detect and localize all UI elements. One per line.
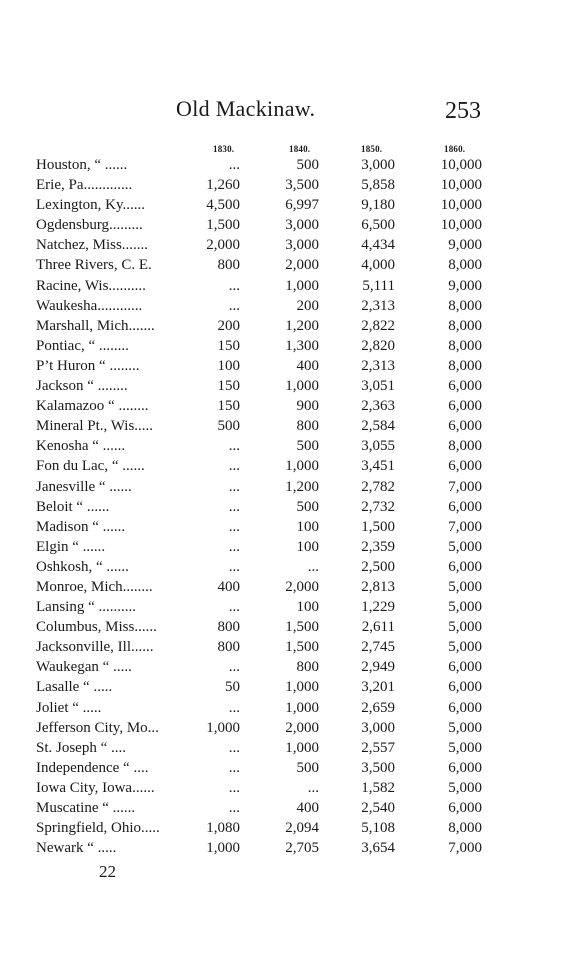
population-1830: 150 xyxy=(217,378,240,395)
population-1850: 2,813 xyxy=(361,578,395,595)
place-name: Waukesha............ xyxy=(36,297,143,314)
population-1830: ... xyxy=(228,599,240,616)
population-1860: 8,000 xyxy=(448,357,482,374)
population-1830: ... xyxy=(228,458,240,475)
population-1860: 8,000 xyxy=(448,438,482,455)
population-1860: 6,000 xyxy=(448,378,482,395)
place-name: Muscatine “ ...... xyxy=(36,800,136,816)
population-1830: ... xyxy=(228,157,240,173)
population-1830: 150 xyxy=(217,398,240,415)
population-1840: 500 xyxy=(296,498,319,515)
table-row xyxy=(0,597,586,617)
population-1850: 1,229 xyxy=(361,599,395,616)
population-1850: 3,201 xyxy=(361,679,395,696)
population-1850: 4,000 xyxy=(361,257,395,274)
population-1860: 6,000 xyxy=(448,418,482,435)
population-1860: 6,000 xyxy=(448,398,482,415)
population-1840: 800 xyxy=(296,418,319,435)
table-row xyxy=(0,537,586,557)
population-1840: 1,500 xyxy=(285,619,319,636)
population-1830: ... xyxy=(228,779,240,796)
population-1860: 8,000 xyxy=(448,337,482,354)
population-1860: 6,000 xyxy=(448,659,482,676)
table-row xyxy=(0,657,586,677)
place-name: Jacksonville, Ill...... xyxy=(36,639,154,656)
population-1830: ... xyxy=(228,659,240,676)
table-row xyxy=(0,738,586,758)
population-1850: 2,611 xyxy=(361,619,395,636)
table-row xyxy=(0,235,586,255)
population-1860: 10,000 xyxy=(440,157,482,173)
population-1850: 3,000 xyxy=(361,157,395,173)
population-1830: ... xyxy=(228,800,240,816)
population-1830: ... xyxy=(228,518,240,535)
place-name: Racine, Wis.......... xyxy=(36,277,146,294)
place-name: Lasalle “ ..... xyxy=(36,679,113,696)
population-1840: 1,300 xyxy=(285,337,319,354)
table-row xyxy=(0,396,586,416)
page-title: Old Mackinaw. xyxy=(176,96,316,121)
population-1860: 6,000 xyxy=(448,498,482,515)
population-1850: 5,111 xyxy=(362,277,395,294)
population-1830: 1,000 xyxy=(206,840,240,857)
population-1860: 6,000 xyxy=(448,558,482,575)
population-1860: 5,000 xyxy=(448,619,482,636)
population-1840: 500 xyxy=(296,157,319,173)
column-header-1840: 1840. xyxy=(289,144,311,154)
table-row xyxy=(0,316,586,336)
population-1840: 500 xyxy=(296,759,319,776)
table-row xyxy=(0,456,586,476)
population-1840: 6,997 xyxy=(285,197,319,214)
population-1850: 1,500 xyxy=(361,518,395,535)
place-name: Iowa City, Iowa...... xyxy=(36,779,155,796)
population-1830: 1,260 xyxy=(206,177,240,194)
population-1850: 2,363 xyxy=(361,398,395,415)
table-row xyxy=(0,778,586,798)
place-name: Madison “ ...... xyxy=(36,518,126,535)
population-table xyxy=(0,155,586,858)
population-1840: 1,000 xyxy=(285,458,319,475)
population-1850: 5,108 xyxy=(361,820,395,837)
population-1830: ... xyxy=(228,759,240,776)
table-row xyxy=(0,276,586,296)
population-1860: 9,000 xyxy=(448,237,482,254)
population-1850: 2,557 xyxy=(361,739,395,756)
place-name: Independence “ .... xyxy=(36,759,149,776)
population-1840: 3,500 xyxy=(285,177,319,194)
population-1830: 800 xyxy=(217,639,240,656)
table-row xyxy=(0,637,586,657)
population-1860: 8,000 xyxy=(448,317,482,334)
table-row xyxy=(0,838,586,858)
population-1830: ... xyxy=(228,558,240,575)
population-1850: 2,540 xyxy=(361,800,395,816)
population-1850: 3,654 xyxy=(361,840,395,857)
population-1860: 5,000 xyxy=(448,739,482,756)
population-1840: 2,705 xyxy=(285,840,319,857)
population-1840: 1,500 xyxy=(285,639,319,656)
page-number: 253 xyxy=(445,98,481,124)
population-1830: 1,000 xyxy=(206,719,240,736)
population-1850: 3,000 xyxy=(361,719,395,736)
table-row xyxy=(0,376,586,396)
population-1860: 6,000 xyxy=(448,458,482,475)
population-1850: 3,451 xyxy=(361,458,395,475)
table-row xyxy=(0,416,586,436)
population-1860: 10,000 xyxy=(440,177,482,194)
place-name: Natchez, Miss....... xyxy=(36,237,149,254)
population-1830: ... xyxy=(228,277,240,294)
table-row xyxy=(0,677,586,697)
population-1830: 50 xyxy=(225,679,240,696)
table-row xyxy=(0,215,586,235)
population-1830: ... xyxy=(228,478,240,495)
population-1860: 6,000 xyxy=(448,759,482,776)
population-1840: 1,200 xyxy=(285,478,319,495)
population-1860: 8,000 xyxy=(448,297,482,314)
table-row xyxy=(0,175,586,195)
population-1850: 3,055 xyxy=(361,438,395,455)
population-1830: 200 xyxy=(217,317,240,334)
place-name: Waukegan “ ..... xyxy=(36,659,132,676)
population-1830: ... xyxy=(228,699,240,716)
table-row xyxy=(0,296,586,316)
population-1840: 500 xyxy=(296,438,319,455)
population-1860: 5,000 xyxy=(448,719,482,736)
population-1850: 2,782 xyxy=(361,478,395,495)
place-name: Three Rivers, C. E. xyxy=(36,257,152,274)
place-name: Newark “ ..... xyxy=(36,840,117,857)
population-1830: 800 xyxy=(217,619,240,636)
population-1840: 2,094 xyxy=(285,820,319,837)
population-1850: 5,858 xyxy=(361,177,395,194)
place-name: Mineral Pt., Wis..... xyxy=(36,418,154,435)
population-1850: 2,313 xyxy=(361,357,395,374)
population-1840: 800 xyxy=(296,659,319,676)
table-row xyxy=(0,718,586,738)
table-row xyxy=(0,497,586,517)
signature-mark: 22 xyxy=(99,862,116,881)
place-name: P’t Huron “ ........ xyxy=(36,357,140,374)
population-1830: 1,500 xyxy=(206,217,240,234)
population-1860: 6,000 xyxy=(448,679,482,696)
column-header-1850: 1850. xyxy=(361,144,383,154)
population-1830: 4,500 xyxy=(206,197,240,214)
place-name: Kalamazoo “ ........ xyxy=(36,398,149,415)
population-1850: 2,359 xyxy=(361,538,395,555)
place-name: Elgin “ ...... xyxy=(36,538,106,555)
population-1860: 7,000 xyxy=(448,478,482,495)
population-1850: 2,745 xyxy=(361,639,395,656)
table-row xyxy=(0,698,586,718)
population-1830: ... xyxy=(228,438,240,455)
population-1840: 1,200 xyxy=(285,317,319,334)
table-row xyxy=(0,818,586,838)
population-1830: ... xyxy=(228,739,240,756)
place-name: Columbus, Miss...... xyxy=(36,619,157,636)
population-1830: 150 xyxy=(217,337,240,354)
place-name: Pontiac, “ ........ xyxy=(36,337,129,354)
place-name: Marshall, Mich....... xyxy=(36,317,155,334)
population-1860: 5,000 xyxy=(448,538,482,555)
population-1840: 2,000 xyxy=(285,257,319,274)
population-1860: 6,000 xyxy=(448,699,482,716)
place-name: Lexington, Ky...... xyxy=(36,197,146,214)
place-name: St. Joseph “ .... xyxy=(36,739,126,756)
table-row xyxy=(0,617,586,637)
table-row xyxy=(0,356,586,376)
population-1850: 4,434 xyxy=(361,237,395,254)
population-1840: 1,000 xyxy=(285,699,319,716)
population-1830: 800 xyxy=(217,257,240,274)
table-row xyxy=(0,195,586,215)
population-1860: 8,000 xyxy=(448,820,482,837)
population-1840: 400 xyxy=(296,357,319,374)
population-1860: 10,000 xyxy=(440,217,482,234)
population-1830: 2,000 xyxy=(206,237,240,254)
population-1840: 100 xyxy=(296,518,319,535)
population-1840: 1,000 xyxy=(285,739,319,756)
table-row xyxy=(0,557,586,577)
population-1860: 5,000 xyxy=(448,578,482,595)
population-1850: 2,820 xyxy=(361,337,395,354)
place-name: Houston, “ ...... xyxy=(36,157,128,173)
population-1850: 2,584 xyxy=(361,418,395,435)
population-1830: ... xyxy=(228,297,240,314)
population-1860: 6,000 xyxy=(448,800,482,816)
population-1840: ... xyxy=(307,558,319,575)
table-row xyxy=(0,577,586,597)
population-1860: 5,000 xyxy=(448,599,482,616)
population-1840: 3,000 xyxy=(285,237,319,254)
population-1840: 2,000 xyxy=(285,578,319,595)
population-1850: 2,500 xyxy=(361,558,395,575)
population-1830: 400 xyxy=(217,578,240,595)
population-1860: 7,000 xyxy=(448,840,482,857)
population-1830: ... xyxy=(228,498,240,515)
population-1860: 9,000 xyxy=(448,277,482,294)
population-1860: 7,000 xyxy=(448,518,482,535)
population-1850: 3,500 xyxy=(361,759,395,776)
population-1840: 1,000 xyxy=(285,378,319,395)
population-1830: 1,080 xyxy=(206,820,240,837)
table-row xyxy=(0,255,586,275)
place-name: Jackson “ ........ xyxy=(36,378,128,395)
population-1850: 9,180 xyxy=(361,197,395,214)
place-name: Erie, Pa............. xyxy=(36,177,133,194)
table-row xyxy=(0,477,586,497)
population-1840: 1,000 xyxy=(285,679,319,696)
place-name: Ogdensburg......... xyxy=(36,217,143,234)
population-1850: 2,822 xyxy=(361,317,395,334)
population-1840: 1,000 xyxy=(285,277,319,294)
place-name: Lansing “ .......... xyxy=(36,599,136,616)
population-1850: 6,500 xyxy=(361,217,395,234)
population-1840: ... xyxy=(307,779,319,796)
table-row xyxy=(0,436,586,456)
population-1840: 200 xyxy=(296,297,319,314)
column-header-1830: 1830. xyxy=(213,144,235,154)
place-name: Oshkosh, “ ...... xyxy=(36,558,129,575)
population-1830: ... xyxy=(228,538,240,555)
population-1840: 900 xyxy=(296,398,319,415)
table-row xyxy=(0,336,586,356)
population-1830: 500 xyxy=(217,418,240,435)
population-1860: 5,000 xyxy=(448,779,482,796)
table-row xyxy=(0,758,586,778)
place-name: Joliet “ ..... xyxy=(36,699,102,716)
population-1850: 2,313 xyxy=(361,297,395,314)
population-1850: 2,949 xyxy=(361,659,395,676)
place-name: Fon du Lac, “ ...... xyxy=(36,458,145,475)
place-name: Jefferson City, Mo... xyxy=(36,719,159,736)
population-1840: 3,000 xyxy=(285,217,319,234)
place-name: Beloit “ ...... xyxy=(36,498,110,515)
population-1850: 3,051 xyxy=(361,378,395,395)
population-1850: 1,582 xyxy=(361,779,395,796)
table-row xyxy=(0,517,586,537)
place-name: Springfield, Ohio..... xyxy=(36,820,160,837)
place-name: Janesville “ ...... xyxy=(36,478,132,495)
population-1850: 2,732 xyxy=(361,498,395,515)
place-name: Monroe, Mich........ xyxy=(36,578,153,595)
population-1840: 400 xyxy=(296,800,319,816)
place-name: Kenosha “ ...... xyxy=(36,438,126,455)
population-1840: 2,000 xyxy=(285,719,319,736)
table-row xyxy=(0,155,586,175)
column-header-1860: 1860. xyxy=(444,144,466,154)
population-1860: 5,000 xyxy=(448,639,482,656)
table-row xyxy=(0,798,586,818)
population-1840: 100 xyxy=(296,538,319,555)
population-1830: 100 xyxy=(217,357,240,374)
population-1840: 100 xyxy=(296,599,319,616)
population-1850: 2,659 xyxy=(361,699,395,716)
population-1860: 8,000 xyxy=(448,257,482,274)
population-1860: 10,000 xyxy=(440,197,482,214)
